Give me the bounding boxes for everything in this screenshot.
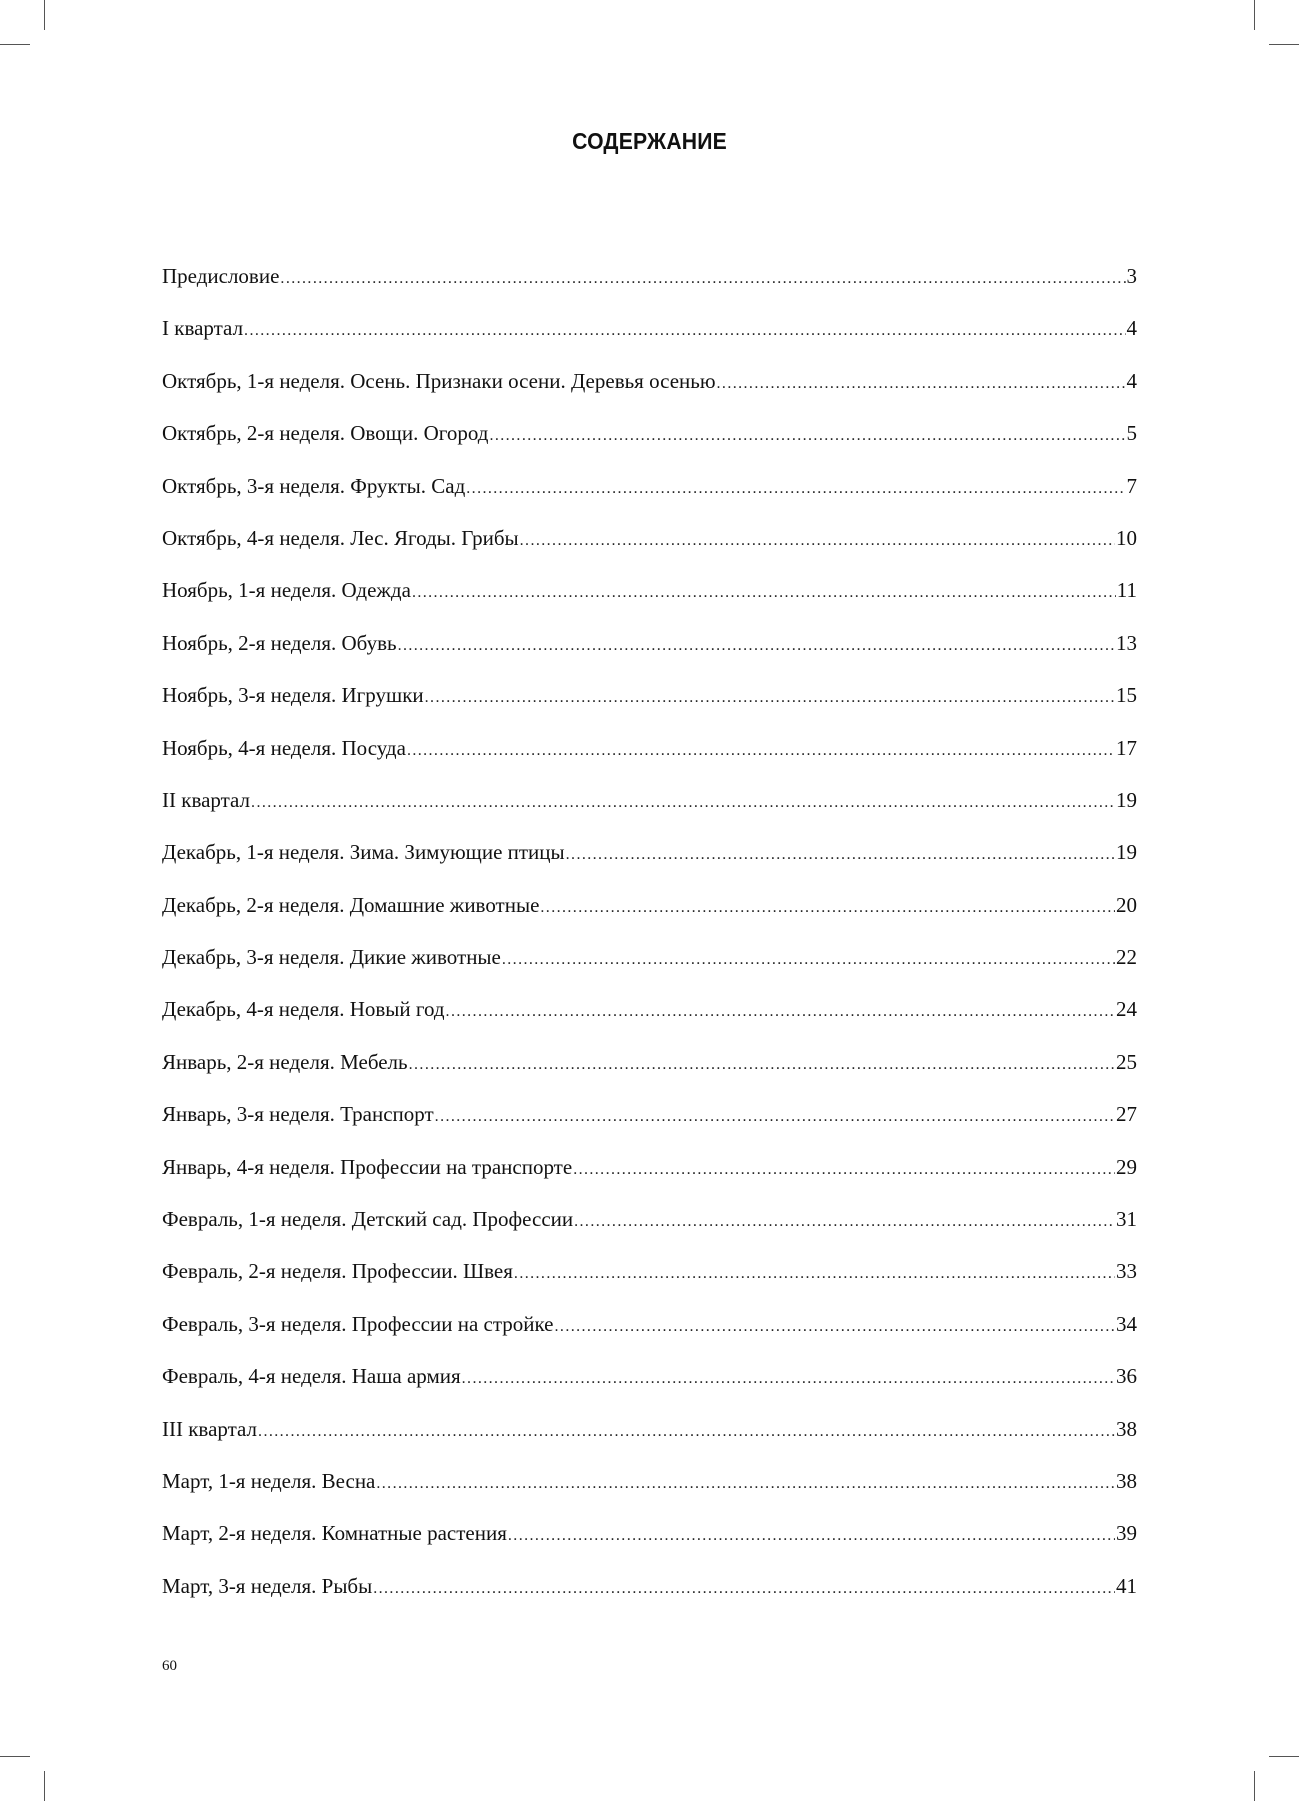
toc-entry-page: 38 <box>1116 1416 1137 1441</box>
toc-entry[interactable] <box>162 1042 1137 1094</box>
toc-entry-title: Март, 1-я неделя. Весна <box>162 1468 376 1493</box>
toc-entry-title: Ноябрь, 1-я неделя. Одежда <box>162 578 411 603</box>
toc-entry[interactable] <box>162 1251 1137 1303</box>
toc-entry-title: Январь, 3-я неделя. Транспорт <box>162 1102 434 1127</box>
toc-entry-page: 17 <box>1116 735 1137 760</box>
crop-mark-top-left-horizontal <box>0 44 30 45</box>
dot-leader <box>407 731 1115 771</box>
toc-entry-title: Октябрь, 1-я неделя. Осень. Признаки осени. Деревья осенью <box>162 368 716 393</box>
dot-leader <box>540 888 1115 928</box>
toc-entry-page: 4 <box>1126 368 1137 393</box>
dot-leader <box>280 259 1125 299</box>
dot-leader <box>502 940 1115 980</box>
toc-entry[interactable] <box>162 1094 1137 1146</box>
toc-entry[interactable] <box>162 1566 1137 1618</box>
toc-entry[interactable] <box>162 780 1137 832</box>
toc-entry[interactable] <box>162 361 1137 413</box>
crop-mark-top-right-vertical <box>1254 0 1255 30</box>
toc-entry-title: Март, 2-я неделя. Комнатные растения <box>162 1521 507 1546</box>
toc-entry-title: Декабрь, 2-я неделя. Домашние животные <box>162 892 540 917</box>
toc-entry-page: 39 <box>1116 1521 1137 1546</box>
toc-entry-title: Предисловие <box>162 264 280 288</box>
toc-entry-title: Октябрь, 3-я неделя. Фрукты. Сад <box>162 473 466 498</box>
dot-leader <box>412 573 1116 613</box>
crop-mark-top-right-horizontal <box>1269 44 1299 45</box>
toc-entry[interactable] <box>162 518 1137 570</box>
toc-entry-title: Февраль, 1-я неделя. Детский сад. Профессии <box>162 1207 574 1232</box>
dot-leader <box>258 1412 1115 1452</box>
dot-leader <box>398 626 1115 666</box>
toc-entry-page: 36 <box>1116 1364 1137 1389</box>
toc-entry[interactable] <box>162 1199 1137 1251</box>
crop-mark-bottom-left-vertical <box>44 1771 45 1801</box>
dot-leader <box>717 364 1126 404</box>
toc-entry-page: 10 <box>1116 525 1137 550</box>
toc-entry[interactable] <box>162 256 1137 308</box>
dot-leader <box>251 783 1115 823</box>
toc-entry-title: Март, 3-я неделя. Рыбы <box>162 1573 373 1598</box>
toc-entry[interactable] <box>162 937 1137 989</box>
toc-entry-title: Декабрь, 3-я неделя. Дикие животные <box>162 945 501 970</box>
dot-leader <box>446 992 1115 1032</box>
crop-mark-bottom-left-horizontal <box>0 1756 30 1757</box>
toc-entry-page: 13 <box>1116 630 1137 655</box>
dot-leader <box>462 1359 1115 1399</box>
toc-entry-title: Февраль, 2-я неделя. Профессии. Швея <box>162 1259 513 1284</box>
toc-entry-page: 20 <box>1116 892 1137 917</box>
toc-entry[interactable] <box>162 1147 1137 1199</box>
page-title: СОДЕРЖАНИЕ <box>572 128 727 154</box>
toc-entry[interactable] <box>162 1304 1137 1356</box>
toc-entry-title: I квартал <box>162 316 244 341</box>
toc-entry-title: Февраль, 4-я неделя. Наша армия <box>162 1364 461 1389</box>
dot-leader <box>508 1516 1115 1556</box>
toc-entry-page: 5 <box>1126 421 1137 446</box>
toc-entry-page: 33 <box>1116 1259 1137 1284</box>
dot-leader <box>373 1569 1115 1609</box>
toc-entry-page: 31 <box>1116 1207 1137 1232</box>
toc-entry[interactable] <box>162 1409 1137 1461</box>
toc-entry-title: Декабрь, 4-я неделя. Новый год <box>162 997 445 1022</box>
toc-entry-title: Октябрь, 2-я неделя. Овощи. Огород <box>162 421 489 446</box>
toc-entry-title: Октябрь, 4-я неделя. Лес. Ягоды. Грибы <box>162 525 519 550</box>
toc-entry-title: II квартал <box>162 787 251 812</box>
crop-mark-bottom-right-horizontal <box>1269 1756 1299 1757</box>
toc-entry-title: Ноябрь, 2-я неделя. Обувь <box>162 630 397 655</box>
toc-entry-title: Ноябрь, 4-я неделя. Посуда <box>162 735 406 760</box>
toc-entry-page: 41 <box>1116 1573 1137 1598</box>
toc-entry[interactable] <box>162 1513 1137 1565</box>
toc-entry-title: Ноябрь, 3-я неделя. Игрушки <box>162 683 424 708</box>
dot-leader <box>425 678 1115 718</box>
dot-leader <box>555 1307 1115 1347</box>
toc-entry-page: 11 <box>1116 578 1137 603</box>
toc-entry-page: 15 <box>1116 683 1137 708</box>
toc-entry-title: Февраль, 3-я неделя. Профессии на стройке <box>162 1311 554 1336</box>
dot-leader <box>409 1045 1115 1085</box>
toc-entry-page: 3 <box>1126 264 1137 288</box>
crop-mark-top-left-vertical <box>44 0 45 30</box>
dot-leader <box>574 1202 1115 1242</box>
table-of-contents <box>162 256 1137 1618</box>
toc-entry[interactable] <box>162 623 1137 675</box>
toc-entry[interactable] <box>162 1461 1137 1513</box>
toc-entry-title: Январь, 4-я неделя. Профессии на транспорте <box>162 1154 573 1179</box>
dot-leader <box>244 311 1125 351</box>
toc-entry[interactable] <box>162 466 1137 518</box>
toc-entry[interactable] <box>162 989 1137 1041</box>
dot-leader <box>376 1464 1115 1504</box>
dot-leader <box>566 835 1115 875</box>
toc-entry-title: Декабрь, 1-я неделя. Зима. Зимующие птицы <box>162 840 565 865</box>
page-number: 60 <box>162 1658 177 1674</box>
toc-entry-page: 25 <box>1116 1049 1137 1074</box>
toc-entry-page: 4 <box>1126 316 1137 341</box>
toc-entry-page: 34 <box>1116 1311 1137 1336</box>
toc-entry[interactable] <box>162 832 1137 884</box>
toc-entry-page: 22 <box>1116 945 1137 970</box>
dot-leader <box>514 1254 1115 1294</box>
toc-entry-page: 38 <box>1116 1468 1137 1493</box>
dot-leader <box>466 469 1125 509</box>
toc-entry-title: Январь, 2-я неделя. Мебель <box>162 1049 408 1074</box>
toc-entry[interactable] <box>162 413 1137 465</box>
toc-entry[interactable] <box>162 308 1137 360</box>
toc-entry-page: 19 <box>1116 840 1137 865</box>
dot-leader <box>489 416 1125 456</box>
toc-entry-page: 24 <box>1116 997 1137 1022</box>
toc-entry-page: 19 <box>1116 787 1137 812</box>
dot-leader <box>435 1097 1115 1137</box>
toc-entry-title: III квартал <box>162 1416 258 1441</box>
toc-entry[interactable] <box>162 728 1137 780</box>
dot-leader <box>573 1150 1115 1190</box>
toc-entry[interactable] <box>162 675 1137 727</box>
toc-entry-page: 7 <box>1126 473 1137 498</box>
toc-entry[interactable] <box>162 1356 1137 1408</box>
crop-mark-bottom-right-vertical <box>1254 1771 1255 1801</box>
toc-entry[interactable] <box>162 885 1137 937</box>
toc-entry[interactable] <box>162 570 1137 622</box>
toc-entry-page: 27 <box>1116 1102 1137 1127</box>
toc-entry-page: 29 <box>1116 1154 1137 1179</box>
dot-leader <box>520 521 1115 561</box>
